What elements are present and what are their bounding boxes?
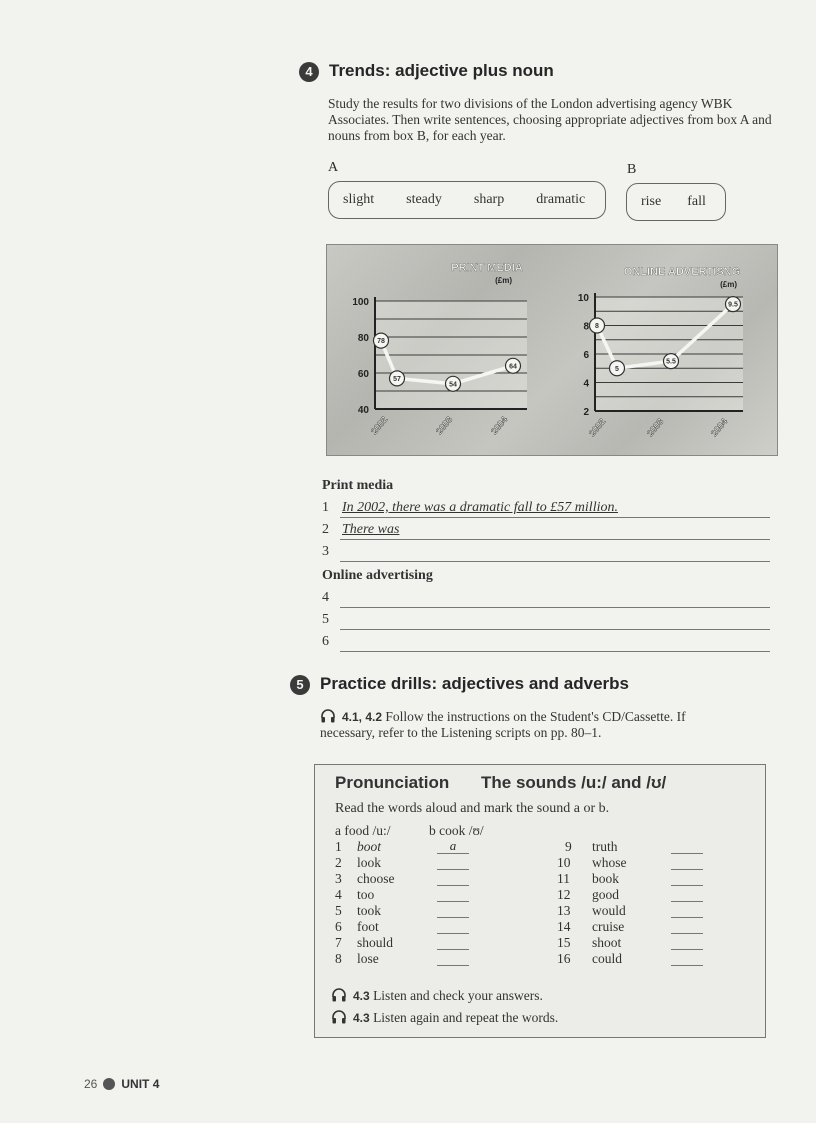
answer-line: [340, 651, 770, 652]
word-item: shoot: [592, 935, 622, 950]
data-label: 54: [449, 381, 457, 389]
word-item: whose: [592, 855, 627, 870]
exercise-row-6[interactable]: [322, 634, 770, 652]
exercise-number: 2: [322, 522, 329, 537]
word-number: 5: [335, 903, 342, 918]
online-advertising-label: Online advertising: [322, 568, 433, 583]
y-tick-label: 40: [357, 405, 369, 416]
headphones-icon[interactable]: [331, 1009, 347, 1025]
exercise-number: 5: [322, 612, 329, 627]
word-item: lose: [357, 951, 379, 966]
data-label: 5: [615, 365, 619, 373]
data-label: 64: [509, 363, 517, 371]
word-item: should: [357, 935, 394, 950]
section-4-instructions: Study the results for two divisions of the London advertising agency WBK Associates. Then write sentences, choosing appropriate adjectives from box A and nouns from box B, for each year.: [328, 96, 772, 143]
word-box-a: [328, 181, 606, 219]
answer-blank[interactable]: [437, 871, 469, 886]
word-item: look: [357, 855, 382, 870]
word-number: 9: [565, 839, 572, 854]
answer-line: [340, 517, 770, 518]
word-number: 8: [335, 951, 342, 966]
section-5-title: Practice drills: adjectives and adverbs: [320, 674, 629, 693]
headphones-icon[interactable]: [331, 987, 347, 1003]
word-item: book: [592, 871, 619, 886]
data-label: 8: [595, 323, 599, 330]
word-item: would: [592, 903, 626, 918]
x-tick-label: 2004: [708, 416, 730, 439]
word-number: 15: [557, 935, 571, 950]
data-label: 57: [393, 375, 401, 383]
chart-subtitle: (£m): [720, 280, 737, 289]
section-5-instructions-1: Follow the instructions on the Student's CD/Cassette. If: [385, 709, 686, 724]
answer-blank[interactable]: [671, 871, 703, 886]
answer-blank[interactable]: [671, 855, 703, 870]
charts-panel: [326, 244, 778, 456]
answer-blank[interactable]: [437, 855, 469, 870]
answer-blank[interactable]: a: [437, 839, 469, 854]
y-tick-label: 10: [577, 293, 589, 304]
word-number: 10: [557, 855, 571, 870]
exercise-number: 4: [322, 590, 329, 605]
x-tick-label: 2003: [644, 416, 666, 439]
track-number: 4.1, 4.2: [342, 710, 383, 724]
answer-blank[interactable]: [437, 903, 469, 918]
word-number: 16: [557, 951, 571, 966]
page-footer: [84, 1077, 159, 1091]
pronunciation-instructions: Read the words aloud and mark the sound a or b.: [335, 801, 610, 816]
x-tick-label: 2004: [488, 414, 510, 437]
pronunciation-box: [314, 764, 766, 1038]
exercise-row-2[interactable]: [322, 522, 770, 540]
answer-blank[interactable]: [671, 903, 703, 918]
charts-svg: [327, 245, 777, 455]
section-5-instructions-2: necessary, refer to the Listening scripts on pp. 80–1.: [320, 725, 602, 740]
word-item: good: [592, 887, 619, 902]
y-tick-label: 8: [583, 321, 589, 333]
word-number: 1: [335, 839, 342, 854]
answer-blank[interactable]: [671, 887, 703, 902]
exercise-row-4[interactable]: [322, 590, 770, 608]
y-tick-label: 2: [583, 407, 589, 418]
exercise-row-3[interactable]: [322, 544, 770, 562]
answer-blank[interactable]: [671, 839, 703, 854]
exercise-number: 3: [322, 544, 329, 559]
key-b: b cook /ʊ/: [429, 823, 484, 838]
word-item: took: [357, 903, 382, 918]
section-4-title: Trends: adjective plus noun: [329, 61, 554, 80]
word-item: boot: [357, 839, 382, 854]
chart-title: PRINT MEDIA: [451, 262, 523, 274]
audio-instruction-1: Listen and check your answers.: [373, 988, 543, 1003]
chart-title: ONLINE ADVERTISNG: [623, 266, 741, 278]
answer-line: [340, 539, 770, 540]
word-box-a-item: steady: [406, 192, 442, 207]
answer-line: [340, 629, 770, 630]
section-5-number: 5: [290, 675, 310, 695]
word-number: 6: [335, 919, 342, 934]
answer-line: [340, 607, 770, 608]
answer-blank[interactable]: [671, 919, 703, 934]
y-tick-label: 80: [357, 333, 369, 344]
word-number: 12: [557, 887, 571, 902]
x-tick-label: 2002: [368, 414, 390, 437]
pronunciation-subtitle: The sounds /u:/ and /ʊ/: [481, 773, 667, 792]
audio-instruction-2: Listen again and repeat the words.: [373, 1010, 559, 1025]
word-item: foot: [357, 919, 379, 934]
exercise-number: 6: [322, 634, 329, 649]
answer-blank[interactable]: [437, 919, 469, 934]
word-box-b-item: fall: [687, 194, 706, 209]
x-tick-label: 2002: [586, 416, 608, 439]
word-item: truth: [592, 839, 618, 854]
data-label: 9.5: [728, 301, 738, 309]
pronunciation-title: Pronunciation: [335, 773, 450, 792]
answer-blank[interactable]: [437, 887, 469, 902]
print-media-label: Print media: [322, 478, 394, 493]
chart-subtitle: (£m): [495, 276, 512, 285]
word-number: 13: [557, 903, 571, 918]
answer-line: [340, 561, 770, 562]
word-number: 7: [335, 935, 342, 950]
word-box-a-item: dramatic: [536, 192, 586, 207]
exercise-number: 1: [322, 500, 329, 515]
y-tick-label: 6: [583, 350, 589, 361]
y-tick-label: 4: [583, 378, 589, 390]
word-box-a-item: sharp: [473, 192, 505, 207]
word-number: 2: [335, 855, 342, 870]
answer-blank[interactable]: [671, 951, 703, 966]
track-number: 4.3: [353, 989, 370, 1003]
section-4-number: 4: [299, 62, 319, 82]
headphones-icon[interactable]: [320, 708, 336, 724]
y-tick-label: 60: [357, 369, 369, 380]
word-number: 3: [335, 871, 342, 886]
word-item: too: [357, 887, 375, 902]
answer-blank[interactable]: [671, 935, 703, 950]
word-box-b: [626, 183, 726, 221]
data-label: 5.5: [666, 358, 676, 366]
word-item: cruise: [592, 919, 625, 934]
word-item: choose: [357, 871, 395, 886]
answer-blank[interactable]: [437, 935, 469, 950]
word-number: 4: [335, 887, 342, 902]
word-box-a-item: slight: [343, 192, 375, 207]
box-b-label: B: [627, 162, 637, 177]
x-tick-label: 2003: [433, 414, 455, 437]
exercise-row-1[interactable]: [322, 500, 770, 518]
word-number: 14: [557, 919, 571, 934]
track-number: 4.3: [353, 1011, 370, 1025]
answer-text: There was: [342, 522, 400, 537]
answer-text: In 2002, there was a dramatic fall to £57 million.: [342, 500, 618, 515]
word-box-b-item: rise: [641, 194, 662, 209]
key-a: a food /u:/: [335, 823, 391, 838]
word-number: 11: [557, 871, 570, 886]
word-item: could: [592, 951, 622, 966]
y-tick-label: 100: [352, 297, 369, 308]
data-label: 78: [377, 338, 385, 346]
answer-blank[interactable]: [437, 951, 469, 966]
box-a-label: A: [328, 160, 339, 175]
unit-label: UNIT 4: [121, 1077, 160, 1091]
page-number: 26: [84, 1077, 98, 1091]
footer-dot-icon: [103, 1078, 115, 1090]
exercise-row-5[interactable]: [322, 612, 770, 630]
